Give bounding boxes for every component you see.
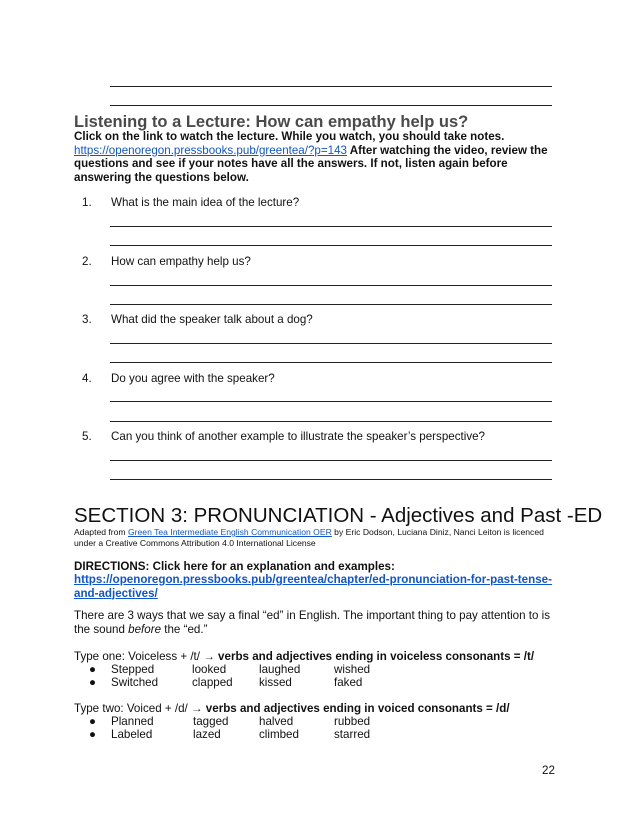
question-number: 3. — [82, 313, 92, 326]
directions-link[interactable]: https://openoregon.pressbooks.pub/greentea/chapter/ed-pronunciation-for-past-tense-and-adjectives/ — [74, 573, 552, 600]
question-text: What is the main idea of the lecture? — [111, 196, 300, 209]
word: wished — [334, 663, 371, 676]
word: looked — [192, 663, 227, 676]
word: tagged — [193, 715, 229, 728]
type-two-label — [74, 702, 510, 715]
para-italic: before — [128, 623, 162, 637]
explanation-paragraph — [74, 609, 564, 637]
word: rubbed — [334, 715, 371, 728]
para-before: There are 3 ways that we say a final “ed” in English. The important thing to pay attention to is the sound — [74, 609, 551, 637]
answer-line — [110, 362, 552, 363]
word: faked — [334, 676, 363, 689]
section-heading: SECTION 3: PRONUNCIATION - Adjectives and Past -ED — [74, 504, 603, 527]
question-text: What did the speaker talk about a dog? — [111, 313, 313, 326]
answer-line — [110, 401, 552, 402]
word: kissed — [259, 676, 292, 689]
answer-line — [110, 86, 552, 87]
intro-after-link: After watching the video, review the questions and see if your notes have all the answers. If not, listen again before answering the questions below. — [74, 143, 548, 184]
bullet: ● — [89, 663, 97, 676]
word: halved — [259, 715, 294, 728]
type-one-plain: Type one: Voiceless + /t/ → — [74, 650, 219, 663]
word: starred — [334, 728, 371, 741]
word: Stepped — [111, 663, 155, 676]
question-text: Can you think of another example to illustrate the speaker’s perspective? — [111, 430, 486, 443]
word: Labeled — [111, 728, 153, 741]
question-number: 2. — [82, 255, 92, 268]
bullet: ● — [89, 728, 97, 741]
page-number: 22 — [542, 764, 555, 777]
para-after: the “ed.” — [161, 623, 208, 637]
directions-text: DIRECTIONS: Click here for an explanation and examples: — [74, 560, 395, 573]
question-text: How can empathy help us? — [111, 255, 251, 268]
type-two-bold: verbs and adjectives ending in voiced consonants = /d/ — [205, 702, 510, 715]
question-text: Do you agree with the speaker? — [111, 372, 275, 385]
answer-line — [110, 226, 552, 227]
answer-line — [110, 105, 552, 106]
answer-line — [110, 479, 552, 480]
word: laughed — [259, 663, 301, 676]
type-one-label — [74, 650, 534, 663]
word: Planned — [111, 715, 154, 728]
answer-line — [110, 460, 552, 461]
answer-line — [110, 245, 552, 246]
word: lazed — [193, 728, 221, 741]
question-number: 5. — [82, 430, 92, 443]
word: climbed — [259, 728, 299, 741]
question-number: 4. — [82, 372, 92, 385]
word: clapped — [192, 676, 233, 689]
lecture-heading: Listening to a Lecture: How can empathy help us? — [74, 113, 469, 131]
bullet: ● — [89, 715, 97, 728]
attribution-suffix: by Eric Dodson, Luciana Diniz, Nanci Leiton is licenced under a Creative Commons Attribution 4.0 International License — [74, 527, 544, 548]
lecture-intro — [74, 130, 554, 184]
answer-line — [110, 421, 552, 422]
attribution — [74, 527, 564, 549]
lecture-link[interactable]: https://openoregon.pressbooks.pub/greentea/?p=143 — [74, 143, 347, 157]
type-one-bold: verbs and adjectives ending in voiceless consonants = /t/ — [218, 650, 535, 663]
answer-line — [110, 304, 552, 305]
intro-text: Click on the link to watch the lecture. While you watch, you should take notes. — [74, 130, 505, 143]
type-two-plain: Type two: Voiced + /d/ → — [74, 702, 206, 715]
attribution-prefix: Adapted from — [74, 527, 128, 537]
bullet: ● — [89, 676, 97, 689]
question-number: 1. — [82, 196, 92, 209]
answer-line — [110, 343, 552, 344]
word: Switched — [111, 676, 159, 689]
answer-line — [110, 285, 552, 286]
attribution-link[interactable]: Green Tea Intermediate English Communication OER — [127, 527, 332, 537]
